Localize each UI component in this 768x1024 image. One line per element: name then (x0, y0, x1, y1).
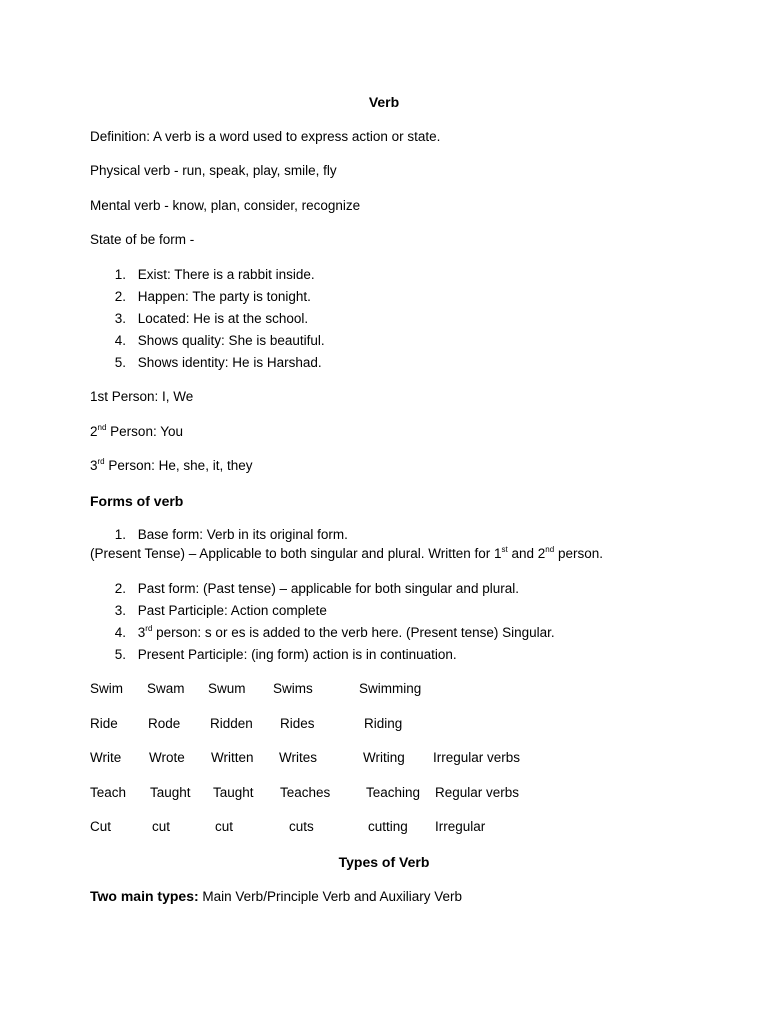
ordinal-suffix: st (501, 544, 508, 554)
second-person-line (90, 423, 183, 441)
table-cell: Teaching (366, 785, 421, 800)
table-cell: Swim (90, 681, 123, 696)
table-cell: cut (215, 819, 234, 834)
list-number: 2. (114, 581, 126, 596)
list-item (108, 624, 555, 642)
present-tense-line (90, 545, 603, 563)
ordinal-suffix: nd (545, 544, 555, 554)
item-text: person: s or es is added to the verb here. (Present tense) Singular. (152, 625, 555, 640)
table-cell: Swam (147, 681, 185, 696)
first-person-line: 1st Person: I, We (90, 389, 194, 404)
ordinal-suffix: rd (145, 623, 153, 633)
list-text: Past form: (Past tense) – applicable for both singular and plural. (137, 581, 519, 596)
table-cell: Regular verbs (435, 785, 520, 800)
present-text: and 2 (507, 546, 546, 561)
table-cell: Riding (364, 716, 403, 731)
list-item (108, 310, 308, 328)
table-cell: Swum (208, 681, 246, 696)
table-cell: Teaches (280, 785, 331, 800)
present-text: (Present Tense) – Applicable to both singular and plural. Written for 1 (90, 546, 502, 561)
table-cell: cutting (368, 819, 408, 834)
present-text: person. (554, 546, 603, 561)
list-text: Present Participle: (ing form) action is in continuation. (137, 647, 457, 662)
table-cell: Teach (90, 785, 127, 800)
list-item (108, 288, 311, 306)
table-cell: Writing (363, 750, 405, 765)
list-item (108, 332, 325, 350)
third-person-line (90, 457, 252, 475)
types-heading: Types of Verb (338, 854, 430, 870)
table-cell: Cut (90, 819, 112, 834)
list-number: 1. (114, 527, 126, 542)
two-main-text: Main Verb/Principle Verb and Auxiliary Verb (198, 889, 463, 904)
list-text: Happen: The party is tonight. (137, 289, 311, 304)
physical-verb-paragraph: Physical verb - run, speak, play, smile, fly (90, 163, 337, 178)
ordinal-number: 3 (137, 625, 146, 640)
table-cell: Write (90, 750, 122, 765)
list-item (108, 266, 315, 284)
list-item (108, 526, 348, 544)
two-main-types-line (90, 887, 462, 906)
table-cell: Wrote (149, 750, 185, 765)
ordinal-suffix: rd (97, 456, 105, 466)
table-cell: Rode (148, 716, 181, 731)
list-number: 3. (114, 603, 126, 618)
table-cell: cut (152, 819, 171, 834)
table-cell: Rides (280, 716, 315, 731)
table-cell: Taught (213, 785, 254, 800)
table-cell: cuts (289, 819, 314, 834)
list-number: 4. (114, 333, 126, 348)
list-number: 4. (114, 625, 126, 640)
list-text: Shows identity: He is Harshad. (137, 355, 322, 370)
ordinal-number: 3 (90, 458, 98, 473)
list-text (138, 625, 555, 640)
definition-paragraph: Definition: A verb is a word used to express action or state. (90, 129, 441, 144)
list-text: Base form: Verb in its original form. (137, 527, 348, 542)
mental-verb-paragraph: Mental verb - know, plan, consider, recognize (90, 198, 361, 213)
list-number: 3. (114, 311, 126, 326)
person-text: Person: He, she, it, they (104, 458, 253, 473)
list-number: 5. (114, 647, 126, 662)
table-cell: Taught (150, 785, 191, 800)
document-title: Verb (368, 94, 400, 110)
table-cell: Swimming (359, 681, 422, 696)
table-cell: Irregular verbs (433, 750, 521, 765)
list-item (108, 580, 519, 598)
table-cell: Swims (273, 681, 313, 696)
list-number: 2. (114, 289, 126, 304)
table-cell: Ride (90, 716, 118, 731)
table-cell: Written (211, 750, 254, 765)
list-text: Exist: There is a rabbit inside. (137, 267, 315, 282)
forms-heading: Forms of verb (90, 493, 184, 509)
list-number: 5. (114, 355, 126, 370)
list-item (108, 602, 327, 620)
table-cell: Writes (279, 750, 318, 765)
list-text: Located: He is at the school. (137, 311, 309, 326)
table-cell: Irregular (435, 819, 486, 834)
list-text: Past Participle: Action complete (137, 603, 327, 618)
state-heading: State of be form - (90, 232, 195, 247)
list-number: 1. (114, 267, 126, 282)
ordinal-suffix: nd (97, 422, 107, 432)
list-item (108, 354, 322, 372)
person-text: Person: You (106, 424, 183, 439)
list-item (108, 646, 457, 664)
ordinal-number: 2 (90, 424, 98, 439)
list-text: Shows quality: She is beautiful. (137, 333, 325, 348)
two-main-label: Two main types: (90, 888, 199, 904)
table-cell: Ridden (210, 716, 253, 731)
